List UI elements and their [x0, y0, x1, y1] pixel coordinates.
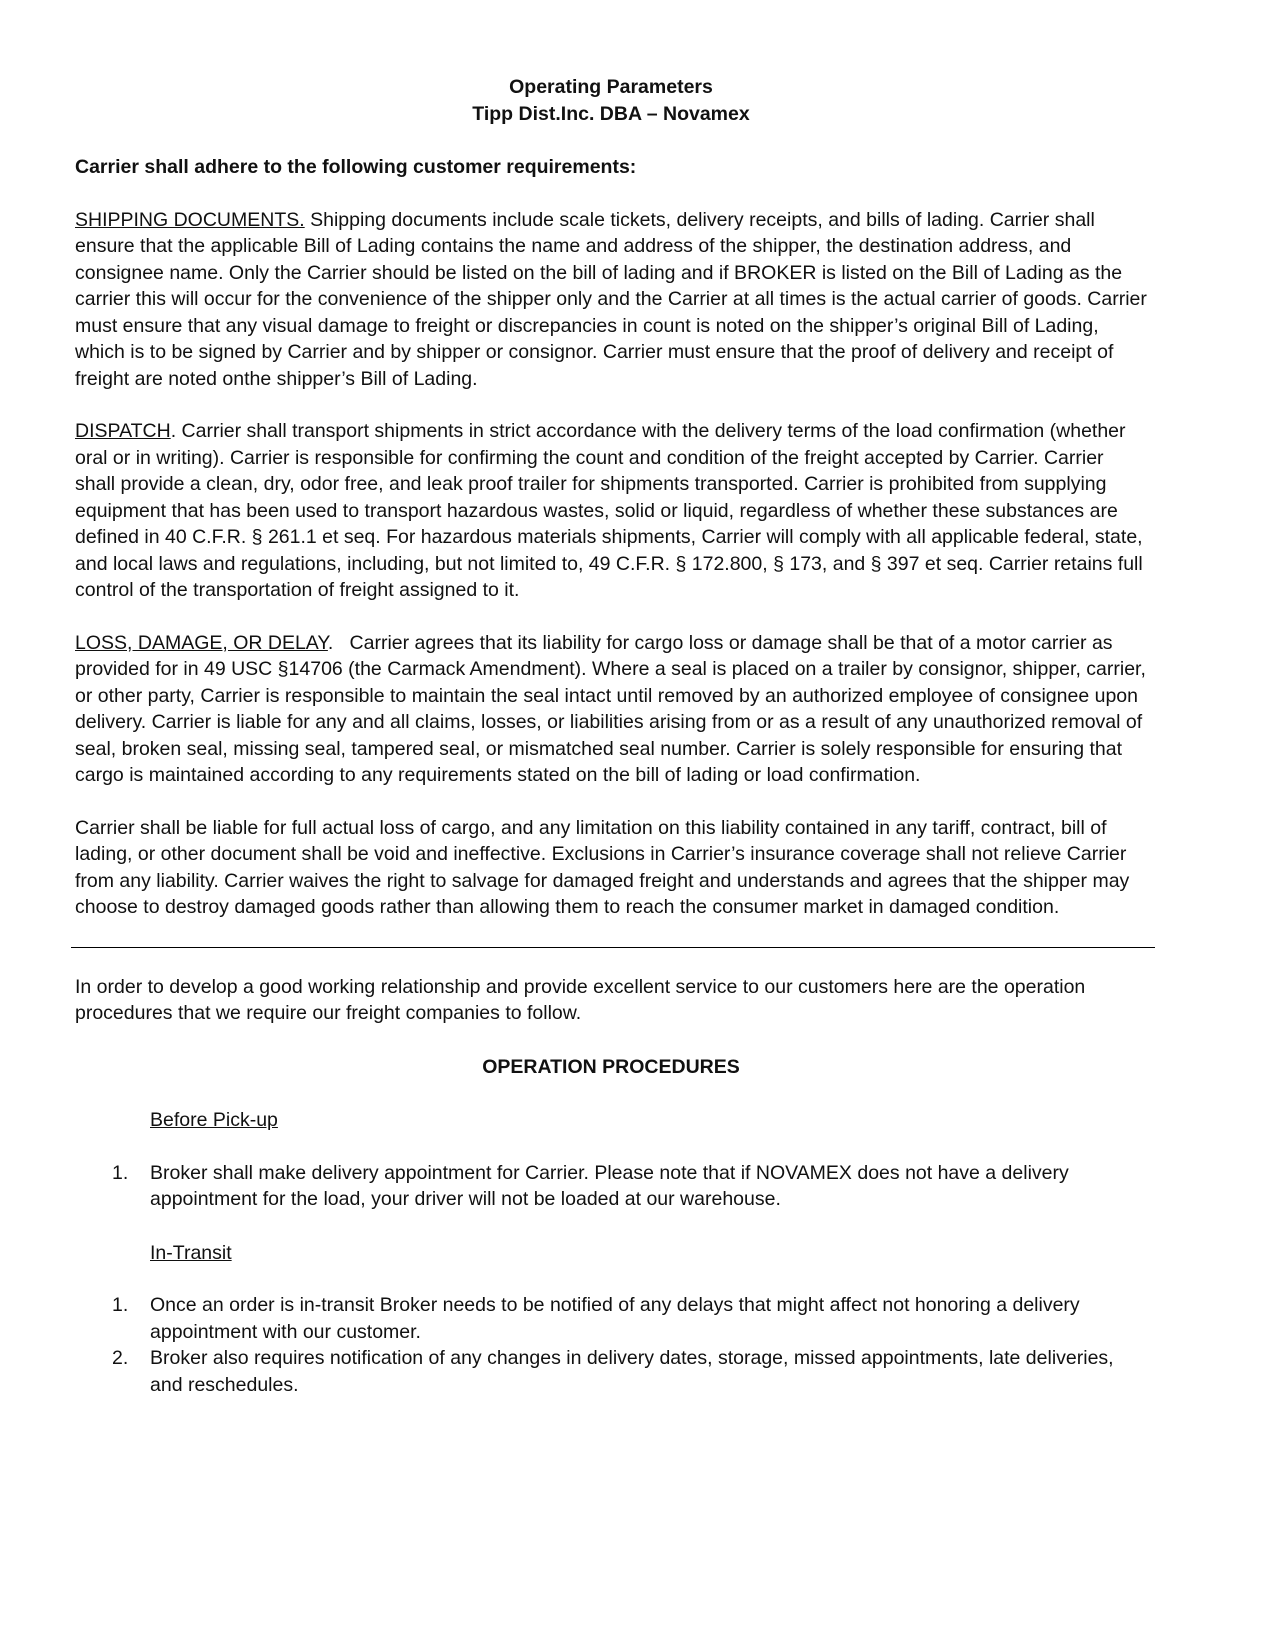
- list-item-text: Once an order is in-transit Broker needs to be notified of any delays that might affect not honoring a delivery appointment with our customer.: [150, 1294, 1080, 1343]
- dispatch-section: [75, 418, 1147, 604]
- list-item-text: Broker also requires notification of any changes in delivery dates, storage, missed appointments, late deliveries, and reschedules.: [150, 1347, 1114, 1396]
- loss-damage-delay-section: [75, 630, 1152, 789]
- relationship-paragraph: In order to develop a good working relationship and provide excellent service to our customers here are the operation procedures that we require our freight companies to follow.: [75, 975, 1086, 1024]
- shipping-documents-text: Shipping documents include scale tickets, delivery receipts, and bills of lading. Carrier shall ensure that the applicable Bill of Lading contains the name and address of the shipper, the destination address, and consignee name. Only the Carrier should be listed on the bill of lading and if BROKER is listed on the Bill of Lading as the carrier this will occur for the convenience of the shipper only and the Carrier at all times is the actual carrier of goods. Carrier must ensure that any visual damage to freight or discrepancies in count is noted on the shipper’s original Bill of Lading, which is to be signed by Carrier and by shipper or consignor. Carrier must ensure that the proof of delivery and receipt of freight are noted onthe shipper’s Bill of Lading.: [75, 208, 1147, 390]
- loss-damage-delay-label: LOSS, DAMAGE, OR DELAY: [75, 631, 328, 654]
- list-item-number: 1.: [112, 1294, 129, 1316]
- document-title: Operating Parameters: [509, 76, 713, 98]
- list-item-number: 2.: [112, 1347, 129, 1369]
- list-item: [75, 1160, 1147, 1213]
- before-pickup-list: [75, 1160, 1147, 1213]
- dispatch-text: . Carrier shall transport shipments in strict accordance with the delivery terms of the load confirmation (whether oral or in writing). Carrier is responsible for confirming the count and condition of the freight accepted by Carrier. Carrier shall provide a clean, dry, odor free, and leak proof trailer for shipments transported. Carrier is prohibited from supplying equipment that has been used to transport hazardous wastes, solid or liquid, regardless of whether these substances are defined in 40 C.F.R. § 261.1 et seq. For hazardous materials shipments, Carrier will comply with all applicable federal, state, and local laws and regulations, including, but not limited to, 49 C.F.R. § 172.800, § 173, and § 397 et seq. Carrier retains full control of the transportation of freight assigned to it.: [75, 420, 1143, 601]
- section-divider: [71, 947, 1155, 948]
- in-transit-heading: In-Transit: [150, 1241, 232, 1264]
- liability-paragraph: Carrier shall be liable for full actual loss of cargo, and any limitation on this liability contained in any tariff, contract, bill of lading, or other document shall be void and ineffective. Exclusions in Carrier’s insurance coverage shall not relieve Carrier from any liability. Carrier waives the right to salvage for damaged freight and understands and agrees that the shipper may choose to destroy damaged goods rather than allowing them to reach the consumer market in damaged condition.: [75, 816, 1130, 918]
- list-item: [75, 1345, 1147, 1398]
- in-transit-list: [75, 1292, 1147, 1398]
- before-pickup-heading: Before Pick-up: [150, 1109, 278, 1131]
- dispatch-label: DISPATCH: [75, 420, 171, 442]
- list-item: [75, 1292, 1147, 1345]
- document-subtitle: Tipp Dist.Inc. DBA – Novamex: [472, 102, 750, 125]
- operation-procedures-heading: OPERATION PROCEDURES: [482, 1055, 740, 1078]
- requirements-heading: Carrier shall adhere to the following customer requirements:: [75, 156, 637, 178]
- list-item-text: Broker shall make delivery appointment for Carrier. Please note that if NOVAMEX does not have a delivery appointment for the load, your driver will not be loaded at our warehouse.: [150, 1161, 1069, 1210]
- shipping-documents-label: SHIPPING DOCUMENTS.: [75, 208, 305, 231]
- loss-damage-delay-text: . Carrier agrees that its liability for cargo loss or damage shall be that of a motor carrier as provided for in 49 USC §14706 (the Carmack Amendment). Where a seal is placed on a trailer by consignor, shipper, carrier, or other party, Carrier is responsible to maintain the seal intact until removed by an authorized employee of consignee upon delivery. Carrier is liable for any and all claims, losses, or liabilities arising from or as a result of any unauthorized removal of seal, broken seal, missing seal, tampered seal, or mismatched seal number. Carrier is solely responsible for ensuring that cargo is maintained according to any requirements stated on the bill of lading or load confirmation.: [75, 631, 1152, 786]
- shipping-documents-section: [75, 207, 1147, 393]
- list-item-number: 1.: [112, 1161, 129, 1184]
